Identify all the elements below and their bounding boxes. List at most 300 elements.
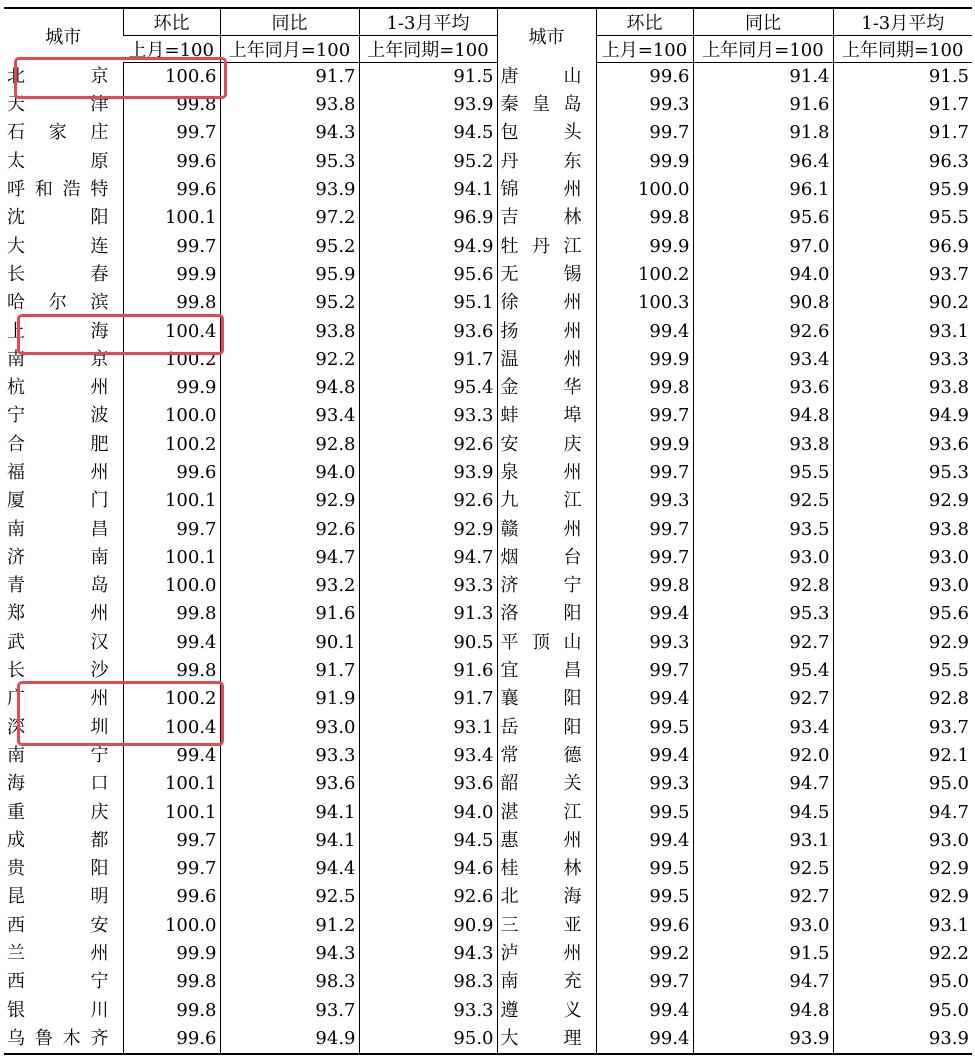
mom-right-cell: 99.9 <box>596 431 693 459</box>
table-row <box>4 544 972 572</box>
mom-right-cell: 100.3 <box>596 289 693 317</box>
avg-base-left: 上年同期=100 <box>359 36 497 63</box>
avg-left-cell: 91.7 <box>359 346 497 374</box>
mom-left-cell: 100.1 <box>123 544 220 572</box>
mom-left-cell: 99.9 <box>123 261 220 289</box>
mom-left-cell: 99.8 <box>123 600 220 628</box>
mom-right-cell: 100.0 <box>596 176 693 204</box>
city-right-cell: 湛江 <box>497 798 596 826</box>
city-right-cell: 宜昌 <box>497 657 596 685</box>
table-row <box>4 912 972 940</box>
yoy-right-cell: 93.1 <box>693 827 833 855</box>
yoy-right-cell: 92.7 <box>693 629 833 657</box>
mom-left-cell: 100.0 <box>123 912 220 940</box>
city-right-cell: 蚌埠 <box>497 402 596 430</box>
avg-left-cell: 96.9 <box>359 204 497 232</box>
city-right-cell: 烟台 <box>497 544 596 572</box>
table-row <box>4 346 972 374</box>
yoy-right-cell: 93.8 <box>693 431 833 459</box>
yoy-right-cell: 91.5 <box>693 940 833 968</box>
table-row <box>4 798 972 826</box>
mom-left-cell: 99.8 <box>123 91 220 119</box>
avg-right-cell: 95.6 <box>833 600 972 628</box>
avg-right-cell: 92.1 <box>833 742 972 770</box>
yoy-right-cell: 94.8 <box>693 997 833 1025</box>
yoy-left-cell: 93.2 <box>220 572 359 600</box>
city-left-cell: 上海 <box>7 320 109 342</box>
yoy-left-cell: 93.7 <box>220 997 359 1025</box>
avg-left-cell: 93.9 <box>359 91 497 119</box>
yoy-right-cell: 93.5 <box>693 515 833 543</box>
table-row <box>4 204 972 232</box>
yoy-left-cell: 90.1 <box>220 629 359 657</box>
city-left-cell: 福州 <box>7 462 109 483</box>
mom-left-cell: 99.4 <box>123 742 220 770</box>
yoy-left-cell: 93.8 <box>220 91 359 119</box>
table-row <box>4 572 972 600</box>
avg-right-cell: 95.0 <box>833 968 972 996</box>
yoy-left-cell: 91.7 <box>220 657 359 685</box>
mom-left-cell: 99.7 <box>123 827 220 855</box>
city-right-cell: 金华 <box>497 374 596 402</box>
yoy-left-cell: 97.2 <box>220 204 359 232</box>
table-row <box>4 968 972 996</box>
table-row <box>4 374 972 402</box>
mom-right-cell: 99.3 <box>596 91 693 119</box>
avg-left-cell: 93.6 <box>359 317 497 345</box>
city-right-cell: 三亚 <box>497 912 596 940</box>
avg-right-cell: 91.5 <box>833 63 972 92</box>
city-left-cell: 贵阳 <box>7 858 109 880</box>
avg-left-cell: 90.9 <box>359 912 497 940</box>
city-right-cell: 徐州 <box>497 289 596 317</box>
avg-right-cell: 96.3 <box>833 148 972 176</box>
avg-left-cell: 94.1 <box>359 176 497 204</box>
mom-right-cell: 99.3 <box>596 770 693 798</box>
yoy-right-cell: 92.0 <box>693 742 833 770</box>
avg-right-cell: 93.1 <box>833 317 972 345</box>
yoy-right-cell: 95.4 <box>693 657 833 685</box>
city-left-cell: 武汉 <box>7 631 109 653</box>
yoy-right-cell: 93.4 <box>693 714 833 742</box>
yoy-right-cell: 93.6 <box>693 374 833 402</box>
mom-left-cell: 99.6 <box>123 883 220 911</box>
yoy-right-cell: 93.0 <box>693 544 833 572</box>
avg-left-cell: 93.3 <box>359 572 497 600</box>
city-left-cell: 呼和浩特 <box>7 179 109 201</box>
city-left-cell: 天津 <box>7 94 109 116</box>
table-row <box>4 91 972 119</box>
city-left-cell: 兰州 <box>7 943 109 965</box>
mom-left-cell: 100.0 <box>123 402 220 430</box>
avg-right-cell: 93.0 <box>833 544 972 572</box>
yoy-right-cell: 95.5 <box>693 459 833 487</box>
city-left-cell: 南宁 <box>7 744 109 766</box>
mom-right-cell: 99.5 <box>596 798 693 826</box>
city-left-cell: 石家庄 <box>7 122 109 144</box>
yoy-left-cell: 92.9 <box>220 487 359 515</box>
yoy-left-cell: 94.9 <box>220 1025 359 1054</box>
yoy-right-cell: 96.4 <box>693 148 833 176</box>
mom-left-cell: 99.8 <box>123 968 220 996</box>
yoy-left-cell: 95.2 <box>220 289 359 317</box>
city-right-cell: 泸州 <box>497 940 596 968</box>
table-row <box>4 997 972 1025</box>
table-row <box>4 600 972 628</box>
avg-left-cell: 91.7 <box>359 685 497 713</box>
city-right-cell: 锦州 <box>497 176 596 204</box>
table-row <box>4 402 972 430</box>
yoy-right-cell: 94.8 <box>693 402 833 430</box>
avg-left-cell: 95.4 <box>359 374 497 402</box>
table-row <box>4 317 972 345</box>
yoy-right-cell: 96.1 <box>693 176 833 204</box>
mom-right-cell: 99.9 <box>596 232 693 260</box>
mom-right-cell: 99.8 <box>596 204 693 232</box>
city-right-cell: 岳阳 <box>497 714 596 742</box>
table-row <box>4 515 972 543</box>
city-right-cell: 遵义 <box>497 997 596 1025</box>
avg-right-cell: 93.9 <box>833 1025 972 1054</box>
avg-left-cell: 94.0 <box>359 798 497 826</box>
avg-right-cell: 92.8 <box>833 685 972 713</box>
avg-left-cell: 91.6 <box>359 657 497 685</box>
yoy-right-cell: 94.5 <box>693 798 833 826</box>
mom-left-cell: 99.6 <box>123 148 220 176</box>
mom-right-cell: 99.8 <box>596 572 693 600</box>
city-left-cell: 太原 <box>7 150 109 172</box>
mom-right-cell: 99.7 <box>596 119 693 147</box>
mom-right-cell: 99.7 <box>596 968 693 996</box>
price-index-table <box>4 7 972 1055</box>
avg-right-cell: 92.9 <box>833 855 972 883</box>
table-row <box>4 148 972 176</box>
avg-left-cell: 92.9 <box>359 515 497 543</box>
yoy-right-cell: 92.7 <box>693 883 833 911</box>
table-row <box>4 685 972 713</box>
city-right-cell: 平顶山 <box>497 629 596 657</box>
avg-right-cell: 95.9 <box>833 176 972 204</box>
table-body <box>4 63 972 1054</box>
yoy-right-cell: 94.7 <box>693 968 833 996</box>
avg-right-cell: 95.0 <box>833 997 972 1025</box>
avg-left-cell: 93.6 <box>359 770 497 798</box>
city-right-cell: 北海 <box>497 883 596 911</box>
yoy-left-cell: 94.0 <box>220 459 359 487</box>
avg-right-cell: 92.2 <box>833 940 972 968</box>
city-left-cell: 西宁 <box>7 971 109 993</box>
mom-left-cell: 100.1 <box>123 798 220 826</box>
city-header-left: 城市 <box>45 26 82 48</box>
city-right-cell: 南充 <box>497 968 596 996</box>
table-row <box>4 487 972 515</box>
mom-right-cell: 99.5 <box>596 714 693 742</box>
yoy-left-cell: 94.3 <box>220 119 359 147</box>
avg-header-left: 1-3月平均 <box>359 8 497 36</box>
table-row <box>4 1025 972 1054</box>
city-right-cell: 秦皇岛 <box>497 91 596 119</box>
avg-right-cell: 93.7 <box>833 261 972 289</box>
city-right-cell: 九江 <box>497 487 596 515</box>
mom-header-right: 环比 <box>596 8 693 36</box>
avg-right-cell: 93.3 <box>833 346 972 374</box>
mom-right-cell: 100.2 <box>596 261 693 289</box>
mom-right-cell: 99.4 <box>596 685 693 713</box>
mom-left-cell: 100.0 <box>123 572 220 600</box>
city-left-cell: 南京 <box>7 348 109 370</box>
table-row <box>4 176 972 204</box>
table-row <box>4 855 972 883</box>
table-row <box>4 714 972 742</box>
table-row <box>4 883 972 911</box>
table-row <box>4 459 972 487</box>
avg-left-cell: 93.3 <box>359 997 497 1025</box>
yoy-left-cell: 94.1 <box>220 827 359 855</box>
avg-base-right: 上年同期=100 <box>833 36 972 63</box>
avg-left-cell: 94.7 <box>359 544 497 572</box>
yoy-right-cell: 93.9 <box>693 1025 833 1054</box>
mom-right-cell: 99.7 <box>596 657 693 685</box>
yoy-right-cell: 90.8 <box>693 289 833 317</box>
city-right-cell: 韶关 <box>497 770 596 798</box>
mom-left-cell: 100.1 <box>123 204 220 232</box>
yoy-right-cell: 95.3 <box>693 600 833 628</box>
city-left-cell: 广州 <box>7 688 109 710</box>
mom-right-cell: 99.5 <box>596 883 693 911</box>
yoy-left-cell: 93.9 <box>220 176 359 204</box>
mom-right-cell: 99.8 <box>596 374 693 402</box>
city-right-cell: 大理 <box>497 1025 596 1054</box>
avg-left-cell: 91.3 <box>359 600 497 628</box>
city-left-cell: 银川 <box>7 999 109 1021</box>
city-left-cell: 大连 <box>7 235 109 257</box>
table-row <box>4 629 972 657</box>
mom-right-cell: 99.9 <box>596 148 693 176</box>
yoy-right-cell: 93.4 <box>693 346 833 374</box>
yoy-left-cell: 94.8 <box>220 374 359 402</box>
mom-left-cell: 100.6 <box>123 63 220 92</box>
yoy-left-cell: 92.5 <box>220 883 359 911</box>
mom-right-cell: 99.4 <box>596 997 693 1025</box>
city-left-cell: 重庆 <box>7 801 109 823</box>
yoy-base-right: 上年同月=100 <box>693 36 833 63</box>
avg-right-cell: 93.0 <box>833 827 972 855</box>
avg-right-cell: 92.9 <box>833 487 972 515</box>
city-left-cell: 深圳 <box>7 716 109 738</box>
city-right-cell: 丹东 <box>497 148 596 176</box>
mom-left-cell: 99.8 <box>123 997 220 1025</box>
avg-right-cell: 93.8 <box>833 515 972 543</box>
mom-left-cell: 99.6 <box>123 459 220 487</box>
city-left-cell: 郑州 <box>7 603 109 625</box>
avg-left-cell: 93.4 <box>359 742 497 770</box>
city-left-cell: 济南 <box>7 546 109 568</box>
mom-left-cell: 100.2 <box>123 431 220 459</box>
city-left-cell: 乌鲁木齐 <box>7 1027 109 1049</box>
mom-right-cell: 99.7 <box>596 402 693 430</box>
yoy-left-cell: 91.6 <box>220 600 359 628</box>
avg-left-cell: 95.0 <box>359 1025 497 1054</box>
city-left-cell: 成都 <box>7 829 109 851</box>
table-row <box>4 770 972 798</box>
avg-left-cell: 94.5 <box>359 119 497 147</box>
city-right-cell: 襄阳 <box>497 685 596 713</box>
city-right-cell: 唐山 <box>497 63 596 92</box>
city-left-cell: 厦门 <box>7 490 109 512</box>
avg-right-cell: 91.7 <box>833 119 972 147</box>
city-right-cell: 吉林 <box>497 204 596 232</box>
avg-left-cell: 95.1 <box>359 289 497 317</box>
avg-right-cell: 90.2 <box>833 289 972 317</box>
mom-right-cell: 99.5 <box>596 855 693 883</box>
mom-right-cell: 99.9 <box>596 346 693 374</box>
city-right-cell: 桂林 <box>497 855 596 883</box>
avg-right-cell: 92.9 <box>833 883 972 911</box>
mom-right-cell: 99.3 <box>596 487 693 515</box>
avg-right-cell: 96.9 <box>833 232 972 260</box>
mom-left-cell: 100.2 <box>123 346 220 374</box>
mom-right-cell: 99.3 <box>596 629 693 657</box>
city-left-cell: 沈阳 <box>7 207 109 229</box>
avg-left-cell: 92.6 <box>359 883 497 911</box>
table-row <box>4 742 972 770</box>
yoy-left-cell: 93.4 <box>220 402 359 430</box>
mom-right-cell: 99.7 <box>596 515 693 543</box>
city-left-cell: 昆明 <box>7 886 109 908</box>
city-left-cell: 海口 <box>7 773 109 795</box>
yoy-left-cell: 91.7 <box>220 63 359 92</box>
city-right-cell: 赣州 <box>497 515 596 543</box>
yoy-left-cell: 93.0 <box>220 714 359 742</box>
mom-right-cell: 99.4 <box>596 827 693 855</box>
yoy-right-cell: 91.4 <box>693 63 833 92</box>
city-right-cell: 洛阳 <box>497 600 596 628</box>
mom-right-cell: 99.4 <box>596 600 693 628</box>
yoy-right-cell: 91.6 <box>693 91 833 119</box>
mom-right-cell: 99.6 <box>596 912 693 940</box>
city-right-cell: 温州 <box>497 346 596 374</box>
city-right-cell: 济宁 <box>497 572 596 600</box>
city-right-cell: 扬州 <box>497 317 596 345</box>
yoy-left-cell: 91.2 <box>220 912 359 940</box>
table-row <box>4 232 972 260</box>
city-right-cell: 惠州 <box>497 827 596 855</box>
yoy-right-cell: 94.7 <box>693 770 833 798</box>
table-row <box>4 63 972 92</box>
mom-right-cell: 99.6 <box>596 63 693 92</box>
yoy-right-cell: 94.0 <box>693 261 833 289</box>
mom-right-cell: 99.7 <box>596 544 693 572</box>
table-row <box>4 827 972 855</box>
yoy-right-cell: 92.8 <box>693 572 833 600</box>
mom-left-cell: 99.9 <box>123 940 220 968</box>
mom-right-cell: 99.4 <box>596 742 693 770</box>
yoy-right-cell: 92.5 <box>693 487 833 515</box>
yoy-left-cell: 91.9 <box>220 685 359 713</box>
avg-header-right: 1-3月平均 <box>833 8 972 36</box>
yoy-right-cell: 95.6 <box>693 204 833 232</box>
city-right-cell: 泉州 <box>497 459 596 487</box>
yoy-right-cell: 92.7 <box>693 685 833 713</box>
mom-left-cell: 99.4 <box>123 629 220 657</box>
city-right-cell: 安庆 <box>497 431 596 459</box>
table-row <box>4 940 972 968</box>
yoy-left-cell: 92.6 <box>220 515 359 543</box>
avg-left-cell: 98.3 <box>359 968 497 996</box>
table-row <box>4 289 972 317</box>
city-left-cell: 南昌 <box>7 518 109 540</box>
city-left-cell: 长春 <box>7 263 109 285</box>
yoy-base-left: 上年同月=100 <box>220 36 359 63</box>
yoy-left-cell: 94.1 <box>220 798 359 826</box>
city-left-cell: 西安 <box>7 914 109 936</box>
city-left-cell: 合肥 <box>7 433 109 455</box>
mom-left-cell: 99.7 <box>123 515 220 543</box>
yoy-left-cell: 95.2 <box>220 232 359 260</box>
city-left-cell: 杭州 <box>7 377 109 399</box>
mom-left-cell: 100.4 <box>123 317 220 345</box>
mom-base-left: 上月=100 <box>123 36 220 63</box>
city-left-cell: 青岛 <box>7 575 109 597</box>
avg-left-cell: 95.2 <box>359 148 497 176</box>
yoy-right-cell: 92.5 <box>693 855 833 883</box>
avg-right-cell: 92.9 <box>833 629 972 657</box>
city-left-cell: 宁波 <box>7 405 109 427</box>
table-header <box>4 8 972 63</box>
mom-left-cell: 100.1 <box>123 487 220 515</box>
mom-left-cell: 100.1 <box>123 770 220 798</box>
avg-left-cell: 94.9 <box>359 232 497 260</box>
mom-left-cell: 99.7 <box>123 855 220 883</box>
avg-left-cell: 93.1 <box>359 714 497 742</box>
city-left-cell: 长沙 <box>7 660 109 682</box>
table-row <box>4 657 972 685</box>
avg-left-cell: 92.6 <box>359 431 497 459</box>
city-right-cell: 常德 <box>497 742 596 770</box>
avg-left-cell: 94.6 <box>359 855 497 883</box>
yoy-right-cell: 97.0 <box>693 232 833 260</box>
avg-right-cell: 94.9 <box>833 402 972 430</box>
city-header-right: 城市 <box>497 8 596 63</box>
yoy-header-right: 同比 <box>693 8 833 36</box>
mom-left-cell: 99.8 <box>123 657 220 685</box>
avg-right-cell: 93.7 <box>833 714 972 742</box>
city-left-cell: 哈尔滨 <box>7 292 109 314</box>
avg-right-cell: 93.1 <box>833 912 972 940</box>
avg-right-cell: 93.0 <box>833 572 972 600</box>
yoy-left-cell: 98.3 <box>220 968 359 996</box>
avg-left-cell: 93.3 <box>359 402 497 430</box>
avg-left-cell: 91.5 <box>359 63 497 92</box>
yoy-left-cell: 93.8 <box>220 317 359 345</box>
yoy-right-cell: 92.6 <box>693 317 833 345</box>
city-right-cell: 包头 <box>497 119 596 147</box>
avg-right-cell: 95.0 <box>833 770 972 798</box>
table-row <box>4 261 972 289</box>
yoy-right-cell: 91.8 <box>693 119 833 147</box>
mom-left-cell: 99.7 <box>123 232 220 260</box>
avg-left-cell: 93.9 <box>359 459 497 487</box>
yoy-left-cell: 92.2 <box>220 346 359 374</box>
table-row <box>4 119 972 147</box>
avg-left-cell: 94.5 <box>359 827 497 855</box>
avg-right-cell: 91.7 <box>833 91 972 119</box>
yoy-left-cell: 94.3 <box>220 940 359 968</box>
avg-left-cell: 92.6 <box>359 487 497 515</box>
yoy-left-cell: 94.4 <box>220 855 359 883</box>
yoy-left-cell: 95.9 <box>220 261 359 289</box>
yoy-left-cell: 92.8 <box>220 431 359 459</box>
